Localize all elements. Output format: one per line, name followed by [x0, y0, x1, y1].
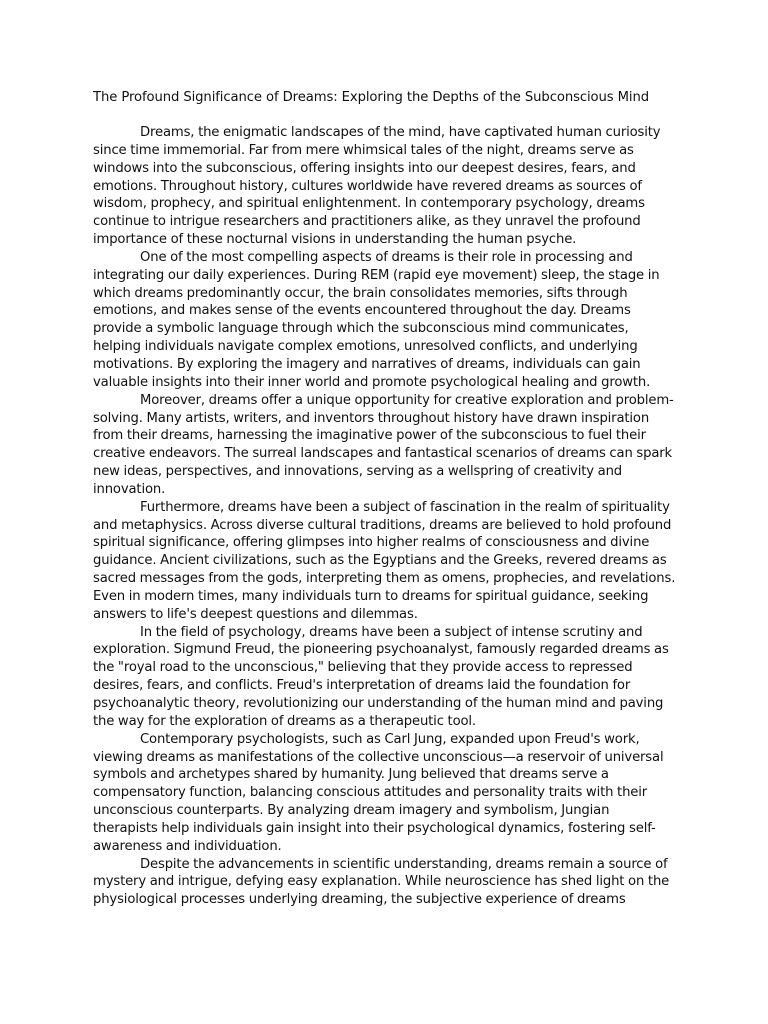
paragraph-1: Dreams, the enigmatic landscapes of the mind, have captivated human curiosity since time immemorial. Far from mere whimsical tales of the night, dreams serve as windows into the subconscious, offering insights into our deepest desires, fears, and emotions. Throughout history, cultures worldwide have revered dreams as sources of wisdom, prophecy, and spiritual enlightenment. In contemporary psychology, dreams continue to intrigue researchers and practitioners alike, as they unravel the profound importance of these nocturnal visions in understanding the human psyche. [93, 125, 661, 248]
paragraph-7: Despite the advancements in scientific understanding, dreams remain a source of mystery and intrigue, defying easy explanation. While neuroscience has shed light on the physiological processes underlying dreaming, the subjective experience of dreams [93, 856, 670, 908]
document-body [93, 124, 677, 909]
paragraph-6: Contemporary psychologists, such as Carl Jung, expanded upon Freud's work, viewing dreams as manifestations of the collective unconscious—a reservoir of universal symbols and archetypes shared by humanity. Jung believed that dreams serve a compensatory function, balancing conscious attitudes and personality traits with their unconscious counterparts. By analyzing dream imagery and symbolism, Jungian therapists help individuals gain insight into their psychological dynamics, fostering self-awareness and individuation. [93, 731, 664, 854]
paragraph-5: In the field of psychology, dreams have been a subject of intense scrutiny and exploration. Sigmund Freud, the pioneering psychoanalyst, famously regarded dreams as the "royal road to the unconscious," believing that they provide access to repressed desires, fears, and conflicts. Freud's interpretation of dreams laid the foundation for psychoanalytic theory, revolutionizing our understanding of the human mind and paving the way for the exploration of dreams as a therapeutic tool. [93, 624, 669, 729]
paragraph-3: Moreover, dreams offer a unique opportunity for creative exploration and problem-solving. Many artists, writers, and inventors throughout history have drawn inspiration from their dreams, harnessing the imaginative power of the subconscious to fuel their creative endeavors. The surreal landscapes and fantastical scenarios of dreams can spark new ideas, perspectives, and innovations, serving as a wellspring of creativity and innovation. [93, 392, 674, 497]
document-title: The Profound Significance of Dreams: Exploring the Depths of the Subconscious Mind [93, 90, 650, 105]
paragraph-4: Furthermore, dreams have been a subject of fascination in the realm of spirituality and metaphysics. Across diverse cultural traditions, dreams are believed to hold profound spiritual significance, offering glimpses into higher realms of consciousness and divine guidance. Ancient civilizations, such as the Egyptians and the Greeks, revered dreams as sacred messages from the gods, interpreting them as omens, prophecies, and revelations. Even in modern times, many individuals turn to dreams for spiritual guidance, seeking answers to life's deepest questions and dilemmas. [93, 499, 676, 622]
paragraph-2: One of the most compelling aspects of dreams is their role in processing and integrating our daily experiences. During REM (rapid eye movement) sleep, the stage in which dreams predominantly occur, the brain consolidates memories, sifts through emotions, and makes sense of the events encountered throughout the day. Dreams provide a symbolic language through which the subconscious mind communicates, helping individuals navigate complex emotions, unresolved conflicts, and underlying motivations. By exploring the imagery and narratives of dreams, individuals can gain valuable insights into their inner world and promote psychological healing and growth. [93, 249, 660, 390]
